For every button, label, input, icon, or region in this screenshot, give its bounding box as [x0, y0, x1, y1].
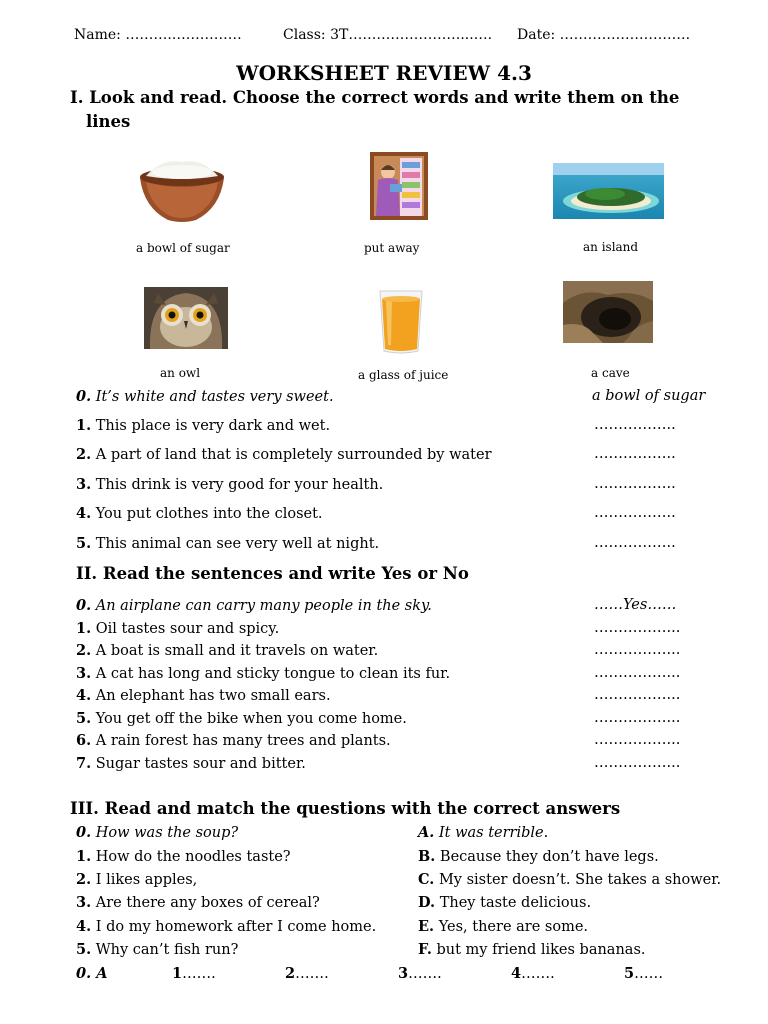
juice-glass-icon — [376, 287, 426, 355]
caption-owl: an owl — [160, 366, 201, 380]
s1-answer-blank-5[interactable]: …………….. — [594, 535, 676, 551]
s2-answer-blank-5[interactable]: ……………... — [594, 710, 681, 726]
cave-icon — [563, 281, 653, 343]
s2-item-0: 0. An airplane can carry many people in the sky. — [76, 597, 432, 614]
island-icon — [553, 163, 664, 219]
s1-answer-blank-2[interactable]: …………….. — [594, 446, 676, 462]
s3-answer-b: B. Because they don’t have legs. — [418, 848, 659, 865]
s2-item-6: 6. A rain forest has many trees and plants. — [76, 732, 391, 749]
caption-put-away: put away — [364, 241, 420, 255]
s1-item-0: 0. It’s white and tastes very sweet. — [76, 388, 334, 405]
caption-juice: a glass of juice — [358, 368, 449, 382]
s1-item-2: 2. A part of land that is completely surrounded by water — [76, 446, 492, 463]
s3-answer-c: C. My sister doesn’t. She takes a shower. — [418, 871, 722, 888]
s3-answer-e: E. Yes, there are some. — [418, 918, 589, 935]
key-0: 0. A — [76, 965, 108, 982]
s3-question-4: 4. I do my homework after I come home. — [76, 918, 377, 935]
s2-item-1: 1. Oil tastes sour and spicy. — [76, 620, 280, 637]
owl-icon — [144, 287, 228, 349]
s3-answer-f: F. but my friend likes bananas. — [418, 941, 646, 958]
s1-item-3: 3. This drink is very good for your health. — [76, 476, 384, 493]
date-field[interactable]: Date: ………………………. — [517, 27, 691, 43]
section2-heading: II. Read the sentences and write Yes or No — [76, 564, 469, 583]
s2-answer-blank-3[interactable]: ……………... — [594, 665, 681, 681]
s2-item-5: 5. You get off the bike when you come home. — [76, 710, 407, 727]
key-blank-1[interactable]: 1……. — [172, 965, 216, 982]
s3-answer-d: D. They taste delicious. — [418, 894, 592, 911]
s1-answer-blank-1[interactable]: …………….. — [594, 417, 676, 433]
s2-answer-blank-1[interactable]: ……………... — [594, 620, 681, 636]
s2-answer-blank-2[interactable]: ……………... — [594, 642, 681, 658]
s2-item-3: 3. A cat has long and sticky tongue to clean its fur. — [76, 665, 451, 682]
s1-answer-0: a bowl of sugar — [592, 388, 706, 404]
name-field[interactable]: Name: ……….…………… — [74, 27, 242, 43]
closet-person-icon — [368, 150, 430, 222]
s3-question-0: 0. How was the soup? — [76, 824, 239, 841]
s2-item-7: 7. Sugar tastes sour and bitter. — [76, 755, 306, 772]
worksheet-title: WORKSHEET REVIEW 4.3 — [236, 61, 532, 85]
s1-item-1: 1. This place is very dark and wet. — [76, 417, 331, 434]
caption-island: an island — [583, 240, 639, 254]
caption-cave: a cave — [591, 366, 630, 380]
section1-heading-cont: lines — [86, 112, 131, 131]
s2-item-2: 2. A boat is small and it travels on water. — [76, 642, 379, 659]
s1-answer-blank-3[interactable]: …………….. — [594, 476, 676, 492]
s2-answer-blank-7[interactable]: ……………... — [594, 755, 681, 771]
section3-heading: III. Read and match the questions with the correct answers — [70, 799, 621, 818]
s3-question-1: 1. How do the noodles taste? — [76, 848, 291, 865]
s1-item-5: 5. This animal can see very well at night. — [76, 535, 380, 552]
caption-sugar: a bowl of sugar — [136, 241, 230, 255]
key-blank-2[interactable]: 2……. — [285, 965, 329, 982]
key-blank-5[interactable]: 5…… — [624, 965, 664, 982]
s2-item-4: 4. An elephant has two small ears. — [76, 687, 331, 704]
class-field[interactable]: Class: 3T……………………...…. — [283, 27, 493, 43]
section1-heading: I. Look and read. Choose the correct words and write them on the — [70, 88, 680, 107]
key-blank-4[interactable]: 4……. — [511, 965, 555, 982]
key-blank-3[interactable]: 3……. — [398, 965, 442, 982]
s2-answer-0: ……Yes…… — [594, 597, 677, 613]
s1-answer-blank-4[interactable]: …………….. — [594, 505, 676, 521]
s1-item-4: 4. You put clothes into the closet. — [76, 505, 323, 522]
sugar-bowl-icon — [132, 152, 232, 224]
s3-question-5: 5. Why can’t fish run? — [76, 941, 239, 958]
s3-answer-a: A. It was terrible. — [418, 824, 549, 841]
s2-answer-blank-4[interactable]: ……………... — [594, 687, 681, 703]
s2-answer-blank-6[interactable]: ……………... — [594, 732, 681, 748]
s3-question-3: 3. Are there any boxes of cereal? — [76, 894, 320, 911]
s3-question-2: 2. I likes apples, — [76, 871, 198, 888]
